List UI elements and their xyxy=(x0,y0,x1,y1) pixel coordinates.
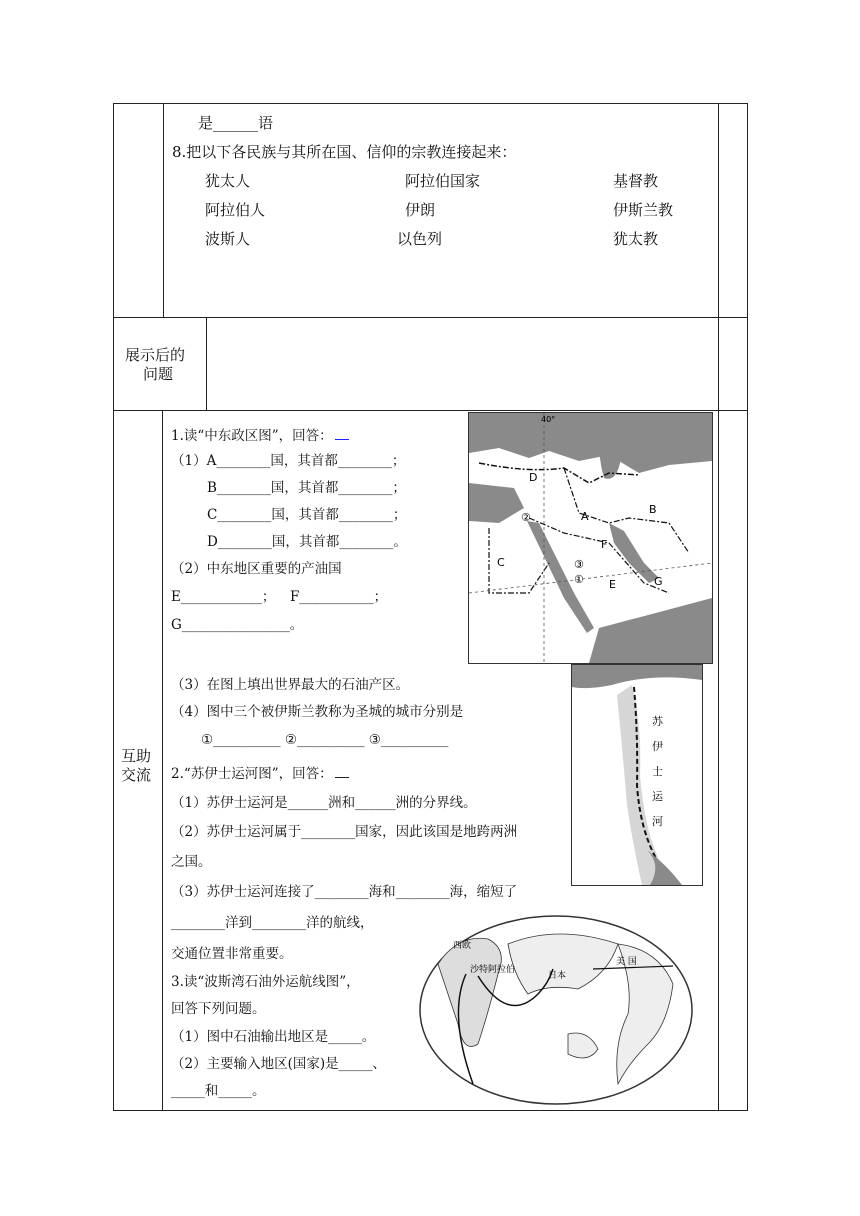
row-label-mutual: 互助 xyxy=(121,747,152,765)
q3-title-b: 回答下列问题。 xyxy=(171,1001,266,1017)
q1-3: （3）在图上填出世界最大的石油产区。 xyxy=(171,677,410,693)
q1-1d: D________国，其首都________。 xyxy=(207,534,407,550)
svg-text:沙特阿拉伯: 沙特阿拉伯 xyxy=(470,965,516,975)
q2-2b: 之国。 xyxy=(171,854,212,870)
svg-text:D: D xyxy=(529,471,538,484)
country-iran: 伊朗 xyxy=(405,201,436,219)
religion-judaism: 犹太教 xyxy=(613,230,659,248)
q1-4-blanks: ①__________ ②__________ ③__________ xyxy=(201,732,449,748)
svg-text:士: 士 xyxy=(652,765,663,778)
svg-text:日本: 日本 xyxy=(548,971,567,981)
q3-1: （1）图中石油输出地区是_____。 xyxy=(171,1029,376,1045)
svg-text:苏: 苏 xyxy=(652,715,663,728)
q1-2e: E____________； xyxy=(171,589,276,605)
q2-3b: ________洋到________洋的航线， xyxy=(171,915,374,931)
svg-text:B: B xyxy=(649,503,657,516)
ethnic-arabs: 阿拉伯人 xyxy=(205,201,266,219)
ethnic-persians: 波斯人 xyxy=(205,230,251,248)
svg-text:③: ③ xyxy=(574,558,584,571)
question-8: 8.把以下各民族与其所在国、信仰的宗教连接起来： xyxy=(172,143,517,161)
row-label-post-display: 展示后的 xyxy=(125,346,186,364)
q1-1c: C________国，其首都________； xyxy=(207,507,407,523)
svg-text:F: F xyxy=(601,538,608,551)
q2-3a: （3）苏伊士运河连接了________海和________海，缩短了 xyxy=(171,884,518,900)
svg-text:运: 运 xyxy=(652,790,663,803)
persian-gulf-oil-routes-map xyxy=(418,914,694,1106)
religion-islam: 伊斯兰教 xyxy=(613,201,674,219)
q2-1: （1）苏伊士运河是______洲和______洲的分界线。 xyxy=(171,795,477,811)
q2-title: 2.“苏伊士运河图”，回答： xyxy=(171,762,349,782)
q1-2f: F___________； xyxy=(290,589,388,605)
q1-2g: G________________。 xyxy=(171,617,304,633)
q3-title-a: 3.读“波斯湾石油外运航线图”， xyxy=(171,974,360,990)
svg-text:E: E xyxy=(609,578,616,591)
religion-christianity: 基督教 xyxy=(613,172,659,190)
middle-east-political-map xyxy=(468,412,713,664)
ethnic-jews: 犹太人 xyxy=(205,172,251,190)
svg-text:②: ② xyxy=(521,511,531,524)
q1-1a: （1）A________国，其首都________； xyxy=(171,453,406,469)
svg-text:河: 河 xyxy=(652,815,663,828)
svg-text:40°: 40° xyxy=(541,415,556,424)
q3-2b: _____和_____。 xyxy=(171,1083,266,1099)
svg-text:C: C xyxy=(497,556,505,569)
svg-text:A: A xyxy=(581,510,589,523)
svg-text:西欧: 西欧 xyxy=(453,941,472,951)
svg-text:①: ① xyxy=(574,573,584,586)
q2-2a: （2）苏伊士运河属于________国家，因此该国是地跨两洲 xyxy=(171,824,518,840)
q1-4: （4）图中三个被伊斯兰教称为圣城的城市分别是 xyxy=(171,704,464,720)
country-arab: 阿拉伯国家 xyxy=(405,172,481,190)
row-label-questions: 问题 xyxy=(143,365,174,383)
fill-line-language: 是______语 xyxy=(198,114,274,132)
q2-3c: 交通位置非常重要。 xyxy=(171,946,293,962)
svg-text:G: G xyxy=(654,575,663,588)
q1-1b: B________国，其首都________； xyxy=(207,480,406,496)
q1-2: （2）中东地区重要的产油国 xyxy=(171,561,342,577)
svg-text:伊: 伊 xyxy=(652,740,663,753)
row-label-exchange: 交流 xyxy=(121,766,152,784)
svg-text:美 国: 美 国 xyxy=(616,957,637,967)
country-israel: 以色列 xyxy=(397,230,443,248)
q1-title: 1.读“中东政区图”，回答： xyxy=(171,424,349,444)
q3-2a: （2）主要输入地区(国家)是_____、 xyxy=(171,1056,386,1072)
suez-canal-map xyxy=(571,664,703,886)
